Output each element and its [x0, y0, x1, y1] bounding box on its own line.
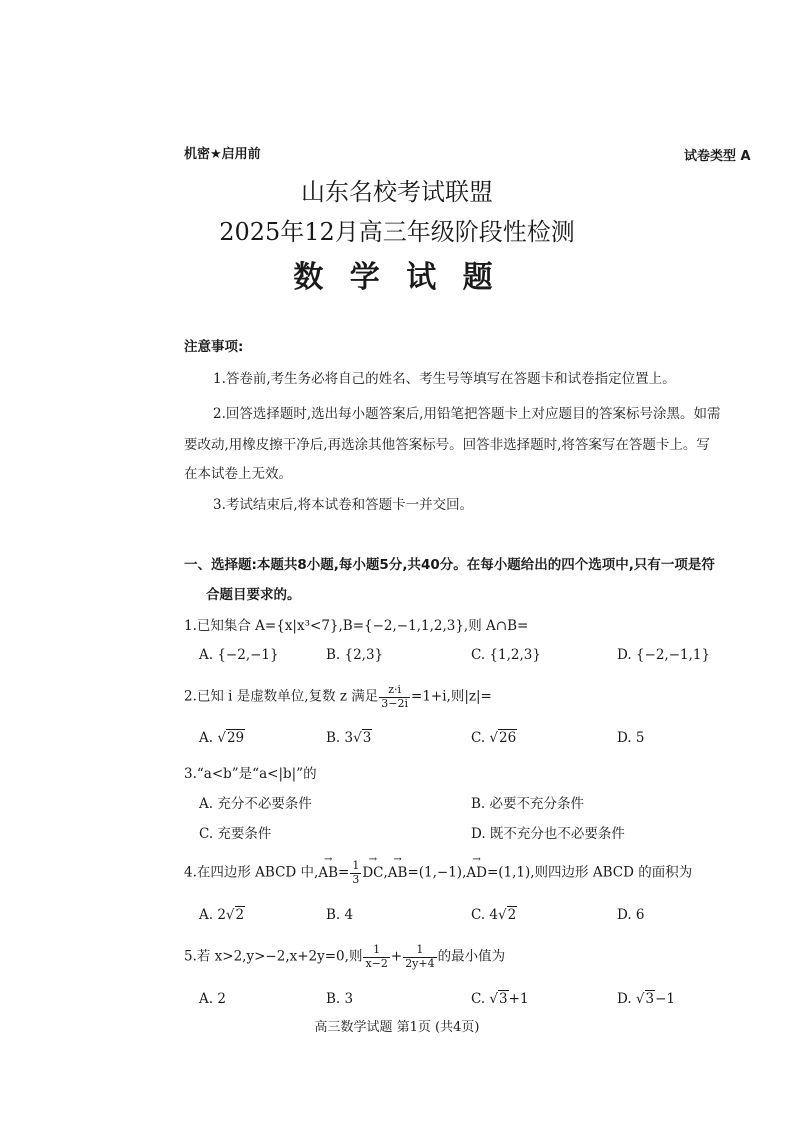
question-4-option-d: D. 6: [617, 907, 645, 923]
vector-ad: → AD: [466, 865, 487, 881]
question-1-option-d: D. {−2,−1,1}: [617, 647, 711, 663]
notice-item-1: 1.答卷前,考生务必将自己的姓名、考生号等填写在答题卡和试卷指定位置上。: [213, 371, 676, 387]
question-4-fraction: [350, 860, 361, 886]
question-4-fraction-numerator: 1: [352, 859, 360, 872]
question-4-option-a-radicand: 2: [235, 907, 245, 923]
question-5-fraction-1: [363, 944, 389, 970]
question-1-option-b: B. {2,3}: [326, 647, 384, 663]
question-2-fraction-denominator: 3−2i: [381, 696, 409, 710]
question-4-fraction-denominator: 3: [352, 872, 360, 886]
question-5-option-c-prefix: C. √: [471, 991, 499, 1007]
question-5-stem: [184, 944, 505, 970]
question-5-option-d-suffix: −1: [655, 991, 676, 1007]
question-5-fraction-1-denominator: x−2: [365, 956, 388, 970]
vector-dc: → DC: [362, 865, 383, 881]
question-4-option-a-prefix: A. 2√: [199, 907, 235, 923]
question-3-option-c: C. 充要条件: [199, 826, 272, 842]
question-5-option-b: B. 3: [326, 991, 354, 1007]
question-1-option-c: C. {1,2,3}: [471, 647, 541, 663]
question-4-text-3: =(1,−1),: [407, 864, 467, 881]
question-4-equals: =: [338, 864, 350, 881]
question-4-option-b: B. 4: [326, 907, 354, 923]
question-5-text-post: 的最小值为: [437, 948, 506, 965]
question-4-stem: [184, 860, 692, 886]
question-5-option-d-radicand: 3: [645, 991, 655, 1007]
question-2-stem: [184, 684, 492, 710]
question-4-text-2: ,: [383, 864, 388, 881]
title-subject: 数 学 试 题: [293, 260, 501, 295]
question-4-text-1: 4.在四边形 ABCD 中,: [184, 864, 319, 881]
question-2-fraction-numerator: z·i: [379, 684, 410, 698]
notice-item-2-line-3: 在本试卷上无效。: [184, 466, 292, 482]
notice-item-2-line-1: 2.回答选择题时,选出每小题答案后,用铅笔把答题卡上对应题目的答案标号涂黑。如需: [213, 406, 721, 422]
question-5-plus: +: [390, 948, 403, 965]
question-1-option-a: A. {−2,−1}: [199, 647, 279, 663]
title-league: 山东名校考试联盟: [301, 178, 493, 206]
notice-heading: 注意事项:: [184, 339, 244, 355]
question-5-fraction-2-denominator: 2y+4: [405, 956, 435, 970]
question-4-option-a: [199, 907, 245, 923]
vector-ab: → AB: [318, 865, 338, 881]
question-5-fraction-1-numerator: 1: [363, 944, 389, 958]
question-3-option-b: B. 必要不充分条件: [471, 796, 585, 812]
question-2-stem-post: =1+i,则|z|=: [411, 688, 492, 705]
question-3-stem: 3.“a<b”是“a<|b|”的: [184, 766, 317, 782]
question-5-option-d-prefix: D. √: [617, 991, 645, 1007]
question-5-option-c-suffix: +1: [508, 991, 529, 1007]
notice-item-3: 3.考试结束后,将本试卷和答题卡一并交回。: [213, 497, 474, 513]
question-3-option-d: D. 既不充分也不必要条件: [471, 826, 625, 842]
question-2-fraction: [379, 684, 410, 710]
question-5-option-a: A. 2: [199, 991, 226, 1007]
question-2-option-c: [471, 730, 517, 746]
vector-ab-2: → AB: [388, 865, 408, 881]
question-5-option-c-radicand: 3: [499, 991, 508, 1007]
section-1-intro-line-2: 合题目要求的。: [206, 587, 301, 603]
question-2-option-a-prefix: A. √: [199, 730, 226, 746]
section-1-intro-line-1: 一、选择题:本题共8小题,每小题5分,共40分。在每小题给出的四个选项中,只有一项是符: [184, 557, 715, 573]
question-4-text-4: =(1,1),则四边形 ABCD 的面积为: [486, 864, 693, 881]
notice-item-2-line-2: 要改动,用橡皮擦干净后,再选涂其他答案标号。回答非选择题时,将答案写在答题卡上。写: [184, 437, 710, 453]
question-5-fraction-2: [403, 944, 436, 970]
question-1-stem: 1.已知集合 A={x|x³<7},B={−2,−1,1,2,3},则 A∩B=: [184, 618, 529, 634]
question-4-option-c-radicand: 2: [507, 907, 517, 923]
question-2-option-a-radicand: 29: [226, 730, 245, 746]
question-2-option-b-prefix: B. 3√: [326, 730, 362, 746]
paper-type-label: 试卷类型 A: [684, 149, 751, 164]
question-5-fraction-2-numerator: 1: [403, 944, 436, 958]
title-exam: 2025年12月高三年级阶段性检测: [219, 218, 575, 246]
question-5-text-pre: 5.若 x>2,y>−2,x+2y=0,则: [184, 948, 363, 965]
question-2-option-b-radicand: 3: [362, 730, 372, 746]
question-4-option-c-prefix: C. 4√: [471, 907, 507, 923]
question-2-option-a: [199, 730, 245, 746]
question-5-option-c: [471, 991, 529, 1007]
question-2-option-b: [326, 730, 372, 746]
question-2-option-d: D. 5: [617, 730, 645, 746]
question-3-option-a: A. 充分不必要条件: [199, 796, 312, 812]
question-5-option-d: [617, 991, 675, 1007]
confidential-label: 机密★启用前: [184, 147, 261, 162]
question-2-stem-pre: 2.已知 i 是虚数单位,复数 z 满足: [184, 688, 379, 705]
page-footer: 高三数学试题 第1页 (共4页): [314, 1020, 480, 1035]
question-2-option-c-radicand: 26: [499, 730, 517, 746]
question-2-option-c-prefix: C. √: [471, 730, 499, 746]
question-4-option-c: [471, 907, 517, 923]
